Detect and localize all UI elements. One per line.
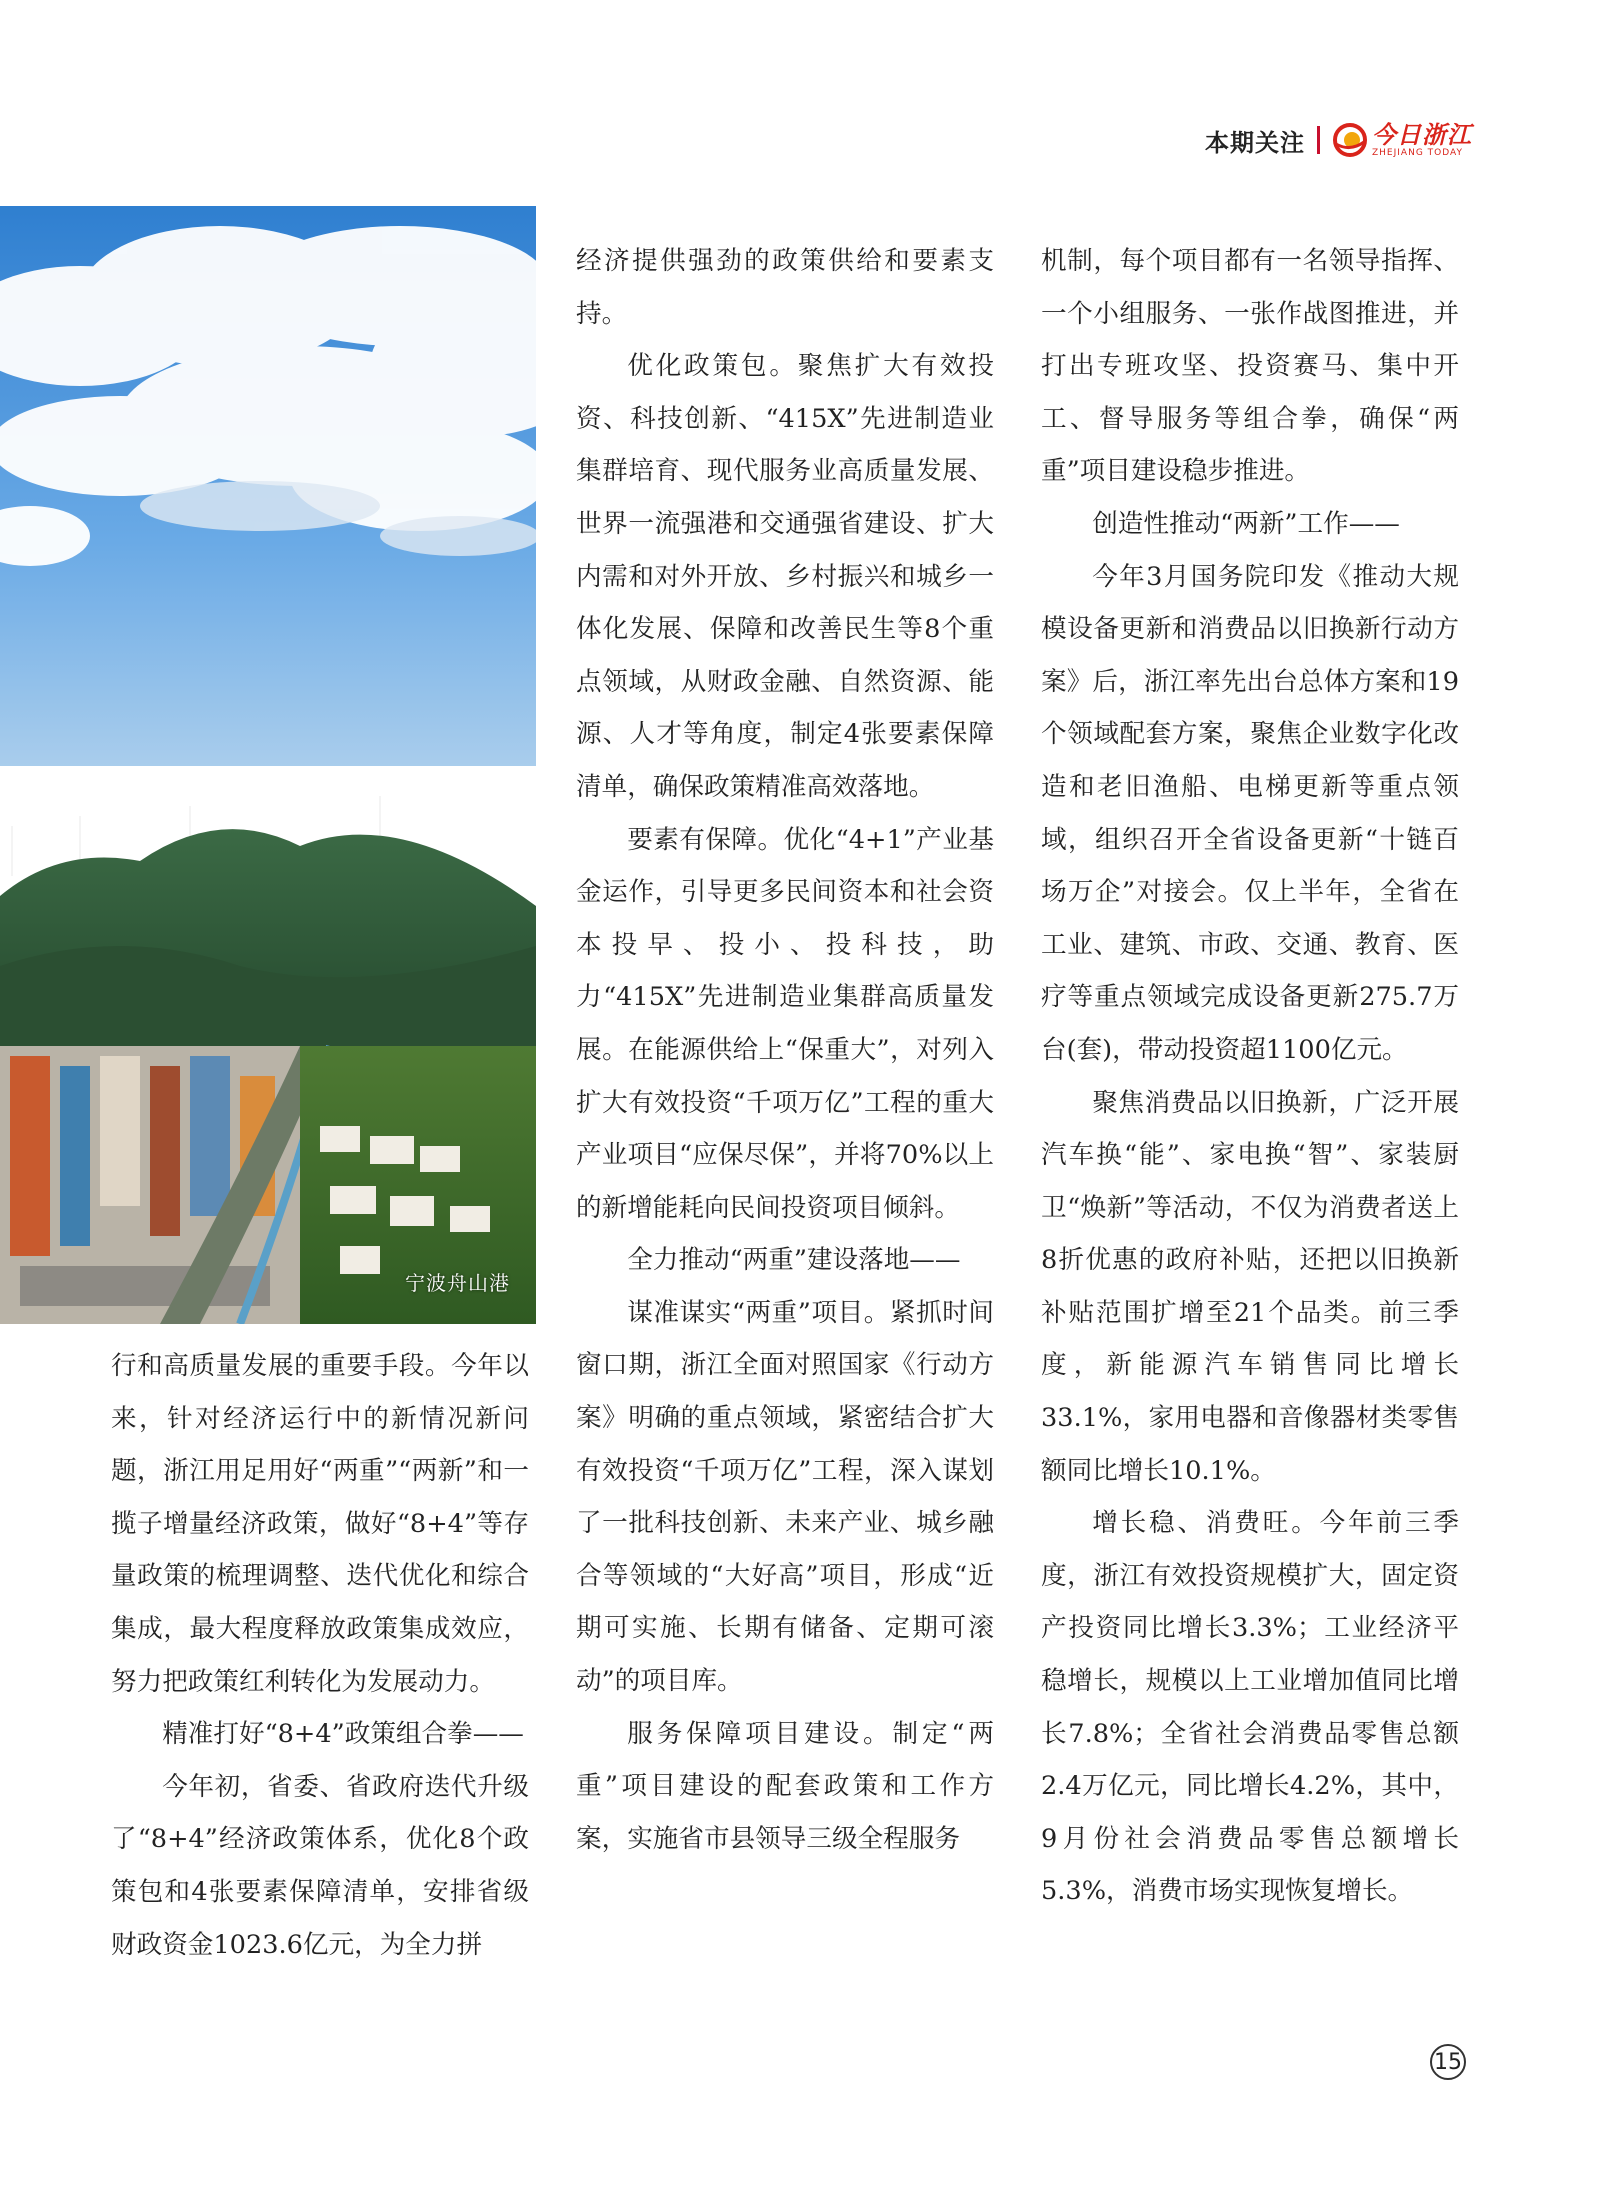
sun-logo-icon [1332,122,1368,158]
paragraph: 行和高质量发展的重要手段。今年以来，针对经济运行中的新情况新问题，浙江用足用好“两重”“两新”和一揽子增量经济政策，做好“8+4”等存量政策的梳理调整、迭代优化和综合集成，最大程度释放政策集成效应，努力把政策红利转化为发展动力。 [111,1351,529,1697]
paragraph: 服务保障项目建设。制定“两重”项目建设的配套政策和工作方案，实施省市县领导三级全程服务 [576,1718,994,1854]
paragraph: 机制，每个项目都有一名领导指挥、一个小组服务、一张作战图推进，并打出专班攻坚、投资赛马、集中开工、督导服务等组合拳，确保“两重”项目建设稳步推进。 [1041,246,1459,487]
magazine-logo [1332,119,1472,158]
paragraph: 今年3月国务院印发《推动大规模设备更新和消费品以旧换新行动方案》后，浙江率先出台总体方案和19个领域配套方案，聚焦企业数字化改造和老旧渔船、电梯更新等重点领域，组织召开全省设备更新“十链百场万企”对接会。仅上半年，全省在工业、建筑、市政、交通、教育、医疗等重点领域完成设备更新275.7万台(套)，带动投资超1100亿元。 [1041,561,1459,1065]
paragraph: 创造性推动“两新”工作—— [1092,508,1400,539]
paragraph: 要素有保障。优化“4+1”产业基金运作，引导更多民间资本和社会资本投早、投小、投科技，助力“415X”先进制造业集群高质量发展。在能源供给上“保重大”，对列入扩大有效投资“千项万亿”工程的重大产业项目“应保尽保”，并将70%以上的新增能耗向民间投资项目倾斜。 [576,824,994,1223]
paragraph: 精准打好“8+4”政策组合拳—— [162,1719,524,1750]
port-aerial-image [0,206,536,1324]
page-number: 15 [1430,2044,1466,2080]
paragraph: 今年初，省委、省政府迭代升级了“8+4”经济政策体系，优化8个政策包和4张要素保障清单，安排省级财政资金1023.6亿元，为全力拼 [111,1771,529,1960]
photo-caption: 宁波舟山港 [405,1271,510,1295]
paragraph: 聚焦消费品以旧换新，广泛开展汽车换“能”、家电换“智”、家装厨卫“焕新”等活动，不仅为消费者送上8折优惠的政府补贴，还把以旧换新补贴范围扩增至21个品类。前三季度，新能源汽车销售同比增长33.1%，家用电器和音像器材类零售额同比增长10.1%。 [1041,1087,1459,1486]
text-column-3 [1041,235,1459,1918]
text-column-2 [576,235,994,1865]
paragraph: 经济提供强劲的政策供给和要素支持。 [576,246,994,329]
section-label: 本期关注 [1205,128,1305,157]
paragraph: 全力推动“两重”建设落地—— [627,1245,961,1276]
header-divider [1317,126,1320,154]
logo-english-text: ZHEJIANG TODAY [1372,147,1463,158]
paragraph: 增长稳、消费旺。今年前三季度，浙江有效投资规模扩大，固定资产投资同比增长3.3%；工业经济平稳增长，规模以上工业增加值同比增长7.8%；全省社会消费品零售总额2.4万亿元，同比增长4.2%，其中，9月份社会消费品零售总额增长5.3%，消费市场实现恢复增长。 [1041,1508,1459,1907]
page-header [1205,118,1472,162]
paragraph: 优化政策包。聚焦扩大有效投资、科技创新、“415X”先进制造业集群培育、现代服务业高质量发展、世界一流强港和交通强省建设、扩大内需和对外开放、乡村振兴和城乡一体化发展、保障和改善民生等8个重点领域，从财政金融、自然资源、能源、人才等角度，制定4张要素保障清单，确保政策精准高效落地。 [576,351,994,802]
port-photo [0,206,536,1324]
text-column-1 [111,1340,529,1971]
logo-chinese-text: 今日浙江 [1372,119,1472,149]
paragraph: 谋准谋实“两重”项目。紧抓时间窗口期，浙江全面对照国家《行动方案》明确的重点领域，紧密结合扩大有效投资“千项万亿”工程，深入谋划了一批科技创新、未来产业、城乡融合等领域的“大好高”项目，形成“近期可实施、长期有储备、定期可滚动”的项目库。 [576,1297,994,1697]
